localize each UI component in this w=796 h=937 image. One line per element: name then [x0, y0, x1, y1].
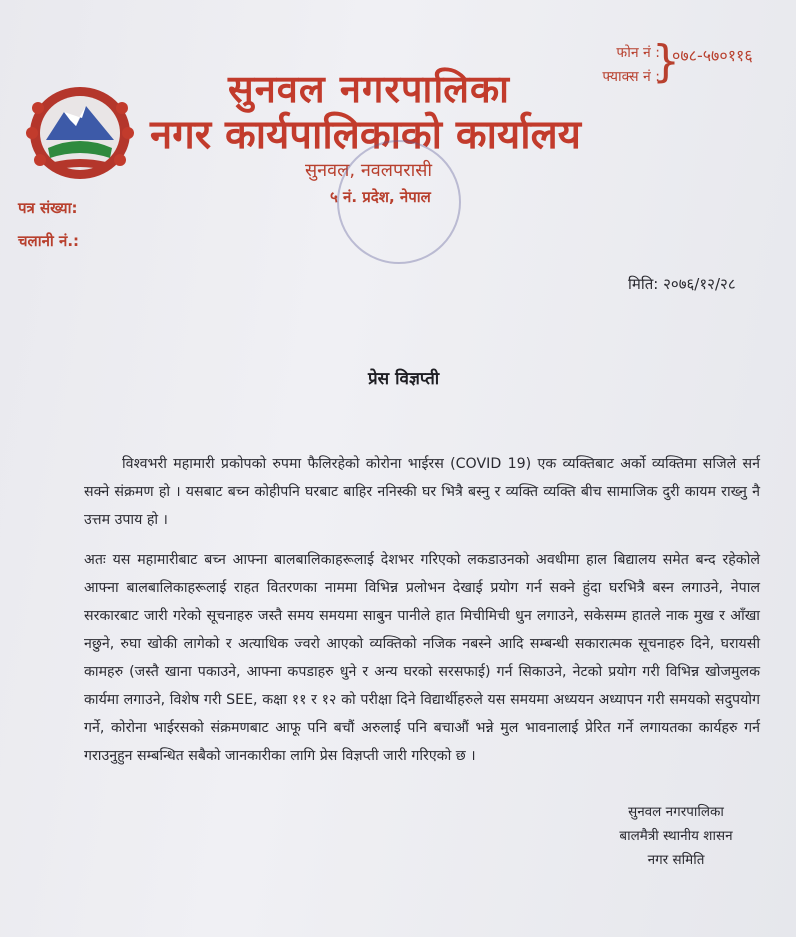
signature-line-2: बालमैत्री स्थानीय शासन: [619, 828, 733, 844]
body-paragraph-2: अतः यस महामारीबाट बच्न आफ्ना बालबालिकाहरूलाई देशभर गरिएको लकडाउनको अवधीमा हाल बिद्यालय समेत बन्द रहेकोले आफ्ना बालबालिकाहरूलाई राहत वितरणका नाममा विभिन्न प्रलोभन देखाई प्रयोग गर्न सक्ने हुंदा घरभित्रै बस्न लगाउने, नेपाल सरकारबाट जारी गरेको सूचनाहरु जस्तै समय समयमा साबुन पानीले हात मिचीमिची धुन लगाउने, सकेसम्म हातले नाक मुख र आँखा नछुने, रुघा खोकी लागेको र अत्याधिक ज्वरो आएको व्यक्तिको नजिक नबस्ने आदि सम्बन्धी सकारात्मक सूचनाहरु दिने, घरायसी कामहरु (जस्तै खाना पकाउने, आफ्ना कपडाहरु धुने र अन्य घरको सरसफाई) गर्न सिकाउने, नेटको प्रयोग गरी विभिन्न खोजमुलक कार्यमा लगाउने, विशेष गरी SEE, कक्षा ११ र १२ को परीक्षा दिने विद्यार्थीहरुले यस समयमा अध्ययन अध्यापन गरी समयको सदुपयोग गर्ने, कोरोना भाईरसको संक्रमणबाट आफू पनि बचौं अरुलाई पनि बचाऔं भन्ने मुल भावनालाई प्रेरित गर्ने लगायतका कार्यहरु गर्न गराउनुहुन सम्बन्धित सबैको जानकारीका लागि प्रेस विज्ञप्ती जारी गरिएको छ ।: [84, 552, 760, 764]
phone-label: फोन नं :: [616, 44, 660, 61]
dispatch-number-label: चलानी नं.:: [18, 232, 80, 250]
signature-line-1: सुनवल नगरपालिका: [628, 804, 724, 820]
office-province: ५ नं. प्रदेश, नेपाल: [330, 188, 431, 206]
nepal-emblem-icon: [24, 78, 136, 184]
office-stamp: [337, 140, 461, 264]
phone-number: ०७८-५७०११६: [672, 46, 753, 65]
office-name: नगर कार्यपालिकाको कार्यालय: [150, 112, 581, 158]
contact-labels: [588, 40, 660, 88]
fax-label: फ्याक्स नं :: [602, 68, 660, 85]
municipality-name: सुनवल नगरपालिका: [228, 67, 510, 111]
letter-number-label: पत्र संख्या:: [18, 199, 78, 217]
date-line: मिति: २०७६/१२/२८: [628, 275, 736, 293]
body-paragraph-1: विश्वभरी महामारी प्रकोपको रुपमा फैलिरहेको कोरोना भाईरस (COVID 19) एक व्यक्तिबाट अर्को व्यक्तिमा सजिले सर्न सक्ने संक्रमण हो । यसबाट बच्न कोहीपनि घरबाट बाहिर ननिस्की घर भित्रै बस्नु र व्यक्ति व्यक्ति बीच सामाजिक दुरी कायम राख्नु नै उत्तम उपाय हो ।: [84, 456, 760, 528]
signature-block: [596, 800, 756, 872]
signature-line-3: नगर समिति: [647, 852, 705, 868]
brace-mark: }: [652, 36, 680, 87]
office-location: सुनवल, नवलपरासी: [305, 160, 433, 181]
press-release-heading: प्रेस विज्ञप्ती: [368, 369, 440, 389]
